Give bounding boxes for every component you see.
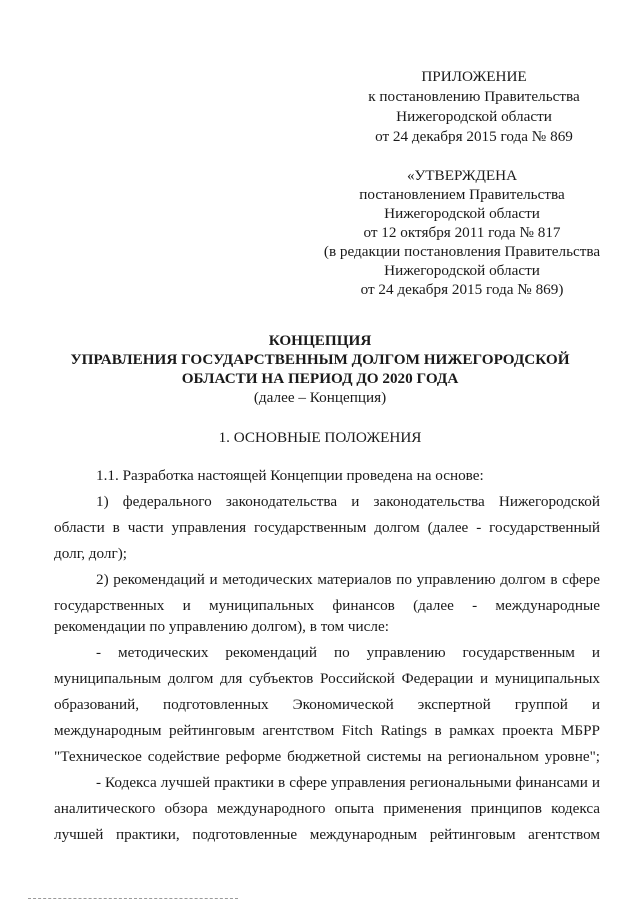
appendix-title: ПРИЛОЖЕНИЕ <box>421 68 527 85</box>
body-line: муниципальным долгом для субъектов Российской Федерации и муниципальных <box>54 670 600 687</box>
approval-line: Нижегородской области <box>384 205 540 222</box>
body-line: 1) федерального законодательства и законодательства Нижегородской <box>96 493 600 510</box>
body-line: образований, подготовленных Экономической экспертной группой и <box>54 696 600 713</box>
body-line: 2) рекомендаций и методических материалов по управлению долгом в сфере <box>96 571 600 588</box>
scan-edge-mark <box>28 898 238 899</box>
approval-line: Нижегородской области <box>384 262 540 279</box>
body-line: - Кодекса лучшей практики в сфере управления региональными финансами и <box>96 774 600 791</box>
body-line: международным рейтинговым агентством Fitch Ratings в рамках проекта МБРР <box>54 722 600 739</box>
appendix-line: от 24 декабря 2015 года № 869 <box>375 128 573 145</box>
approval-line: (в редакции постановления Правительства <box>323 243 601 260</box>
approval-line: постановлением Правительства <box>359 186 565 203</box>
appendix-line: к постановлению Правительства <box>368 88 580 105</box>
approval-title: «УТВЕРЖДЕНА <box>406 167 518 184</box>
title-line: ОБЛАСТИ НА ПЕРИОД ДО 2020 ГОДА <box>181 370 459 387</box>
body-line: 1.1. Разработка настоящей Концепции проведена на основе: <box>96 467 484 484</box>
title-line: УПРАВЛЕНИЯ ГОСУДАРСТВЕННЫМ ДОЛГОМ НИЖЕГОРОДСКОЙ <box>70 351 570 368</box>
body-line: лучшей практики, подготовленные международным рейтинговым агентством <box>54 826 600 843</box>
approval-line: от 24 декабря 2015 года № 869) <box>360 281 564 298</box>
title-line: КОНЦЕПЦИЯ <box>268 332 372 349</box>
appendix-line: Нижегородской области <box>396 108 552 125</box>
section-heading: 1. ОСНОВНЫЕ ПОЛОЖЕНИЯ <box>218 429 422 446</box>
approval-line: от 12 октября 2011 года № 817 <box>363 224 561 241</box>
body-line: области в части управления государственным долгом (далее - государственный <box>54 519 600 536</box>
body-line: рекомендации по управлению долгом), в том числе: <box>54 618 389 635</box>
body-line: "Техническое содействие реформе бюджетной системы на региональном уровне"; <box>54 748 600 765</box>
title-subtitle: (далее – Концепция) <box>253 389 387 406</box>
body-line: - методических рекомендаций по управлению государственным и <box>96 644 600 661</box>
body-line: государственных и муниципальных финансов (далее - международные <box>54 597 600 614</box>
body-line: аналитического обзора международного опыта применения принципов кодекса <box>54 800 600 817</box>
body-line: долг, долг); <box>54 545 128 562</box>
